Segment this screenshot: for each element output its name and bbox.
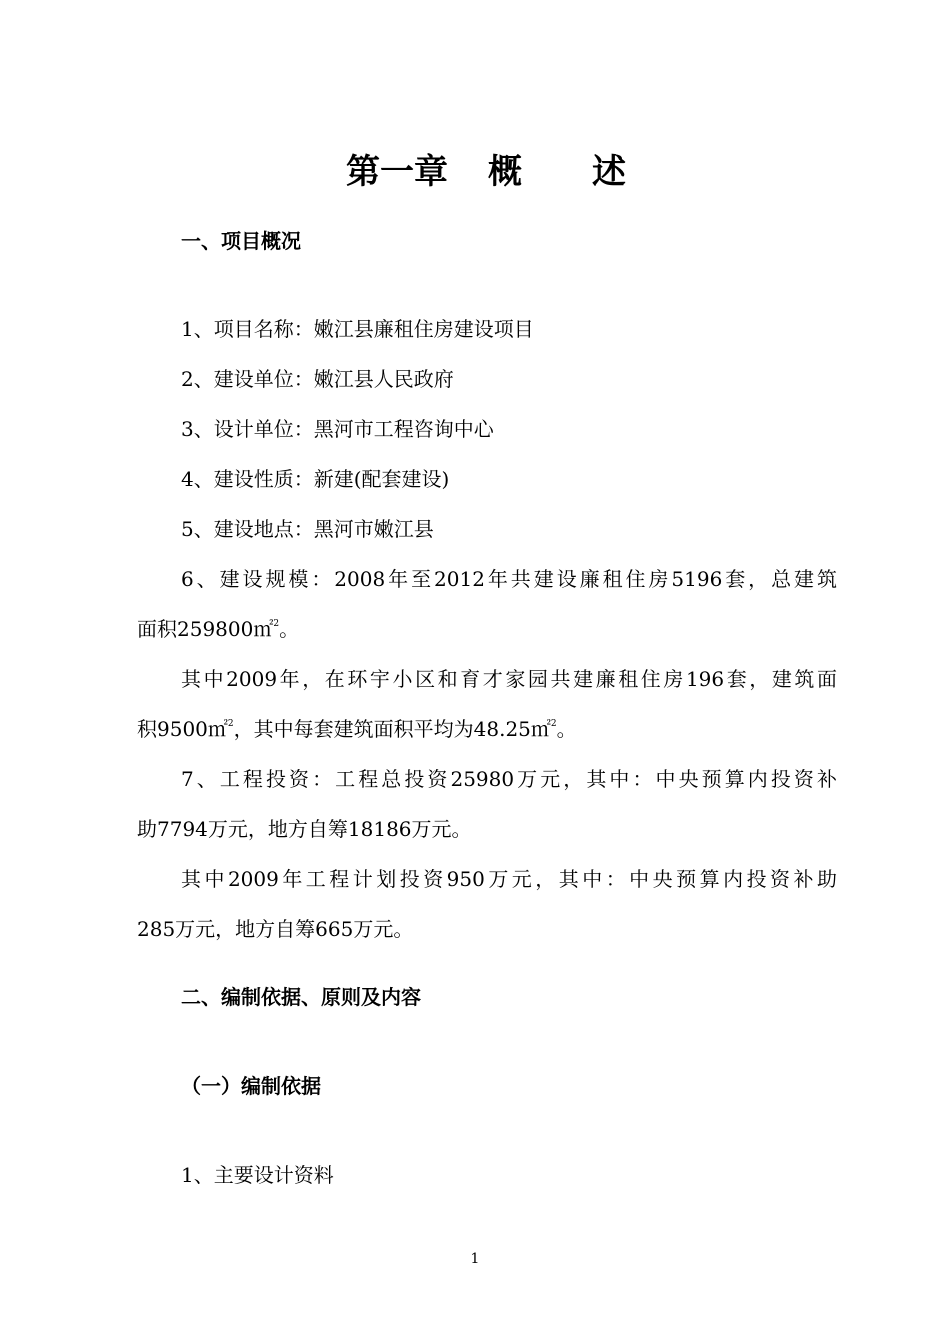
chapter-title-number: 第一章 [346,152,448,192]
section-heading-basis: 二、编制依据、原则及内容 [181,985,421,1009]
item-investment-line-2: 助7794万元，地方自筹18186万元。 [137,817,472,841]
item-main-design-materials: 1、主要设计资料 [181,1163,334,1187]
sub-heading-basis: （一）编制依据 [181,1074,321,1098]
item-construction-site: 5、建设地点：黑河市嫩江县 [181,517,434,541]
item-construction-unit: 2、建设单位：嫩江县人民政府 [181,367,454,391]
item-investment-line-1: 7、工程投资：工程总投资25980万元，其中：中央预算内投资补 [181,767,837,791]
item-design-unit: 3、设计单位：黑河市工程咨询中心 [181,417,494,441]
chapter-title-word-1: 概 [488,152,522,192]
scale-2009-line-2: 积9500㎡$^2$，其中每套建筑面积平均为48.25㎡$^2$。 [137,717,577,741]
section-heading-overview: 一、项目概况 [181,229,301,253]
page-number: 1 [470,1251,480,1267]
scale-2009-line-1: 其中2009年，在环宇小区和育才家园共建廉租住房196套，建筑面 [181,667,837,691]
item-scale-line-1: 6、建设规模：2008年至2012年共建设廉租住房5196套，总建筑 [181,567,837,591]
investment-2009-line-2: 285万元，地方自筹665万元。 [137,917,414,941]
chapter-title [0,150,950,194]
item-project-name: 1、项目名称：嫩江县廉租住房建设项目 [181,317,534,341]
investment-2009-line-1: 其中2009年工程计划投资950万元，其中：中央预算内投资补助 [181,867,837,891]
item-construction-nature: 4、建设性质：新建(配套建设) [181,467,450,491]
chapter-title-word-2: 述 [592,152,626,192]
item-scale-line-2: 面积259800㎡$^2$。 [137,617,300,641]
